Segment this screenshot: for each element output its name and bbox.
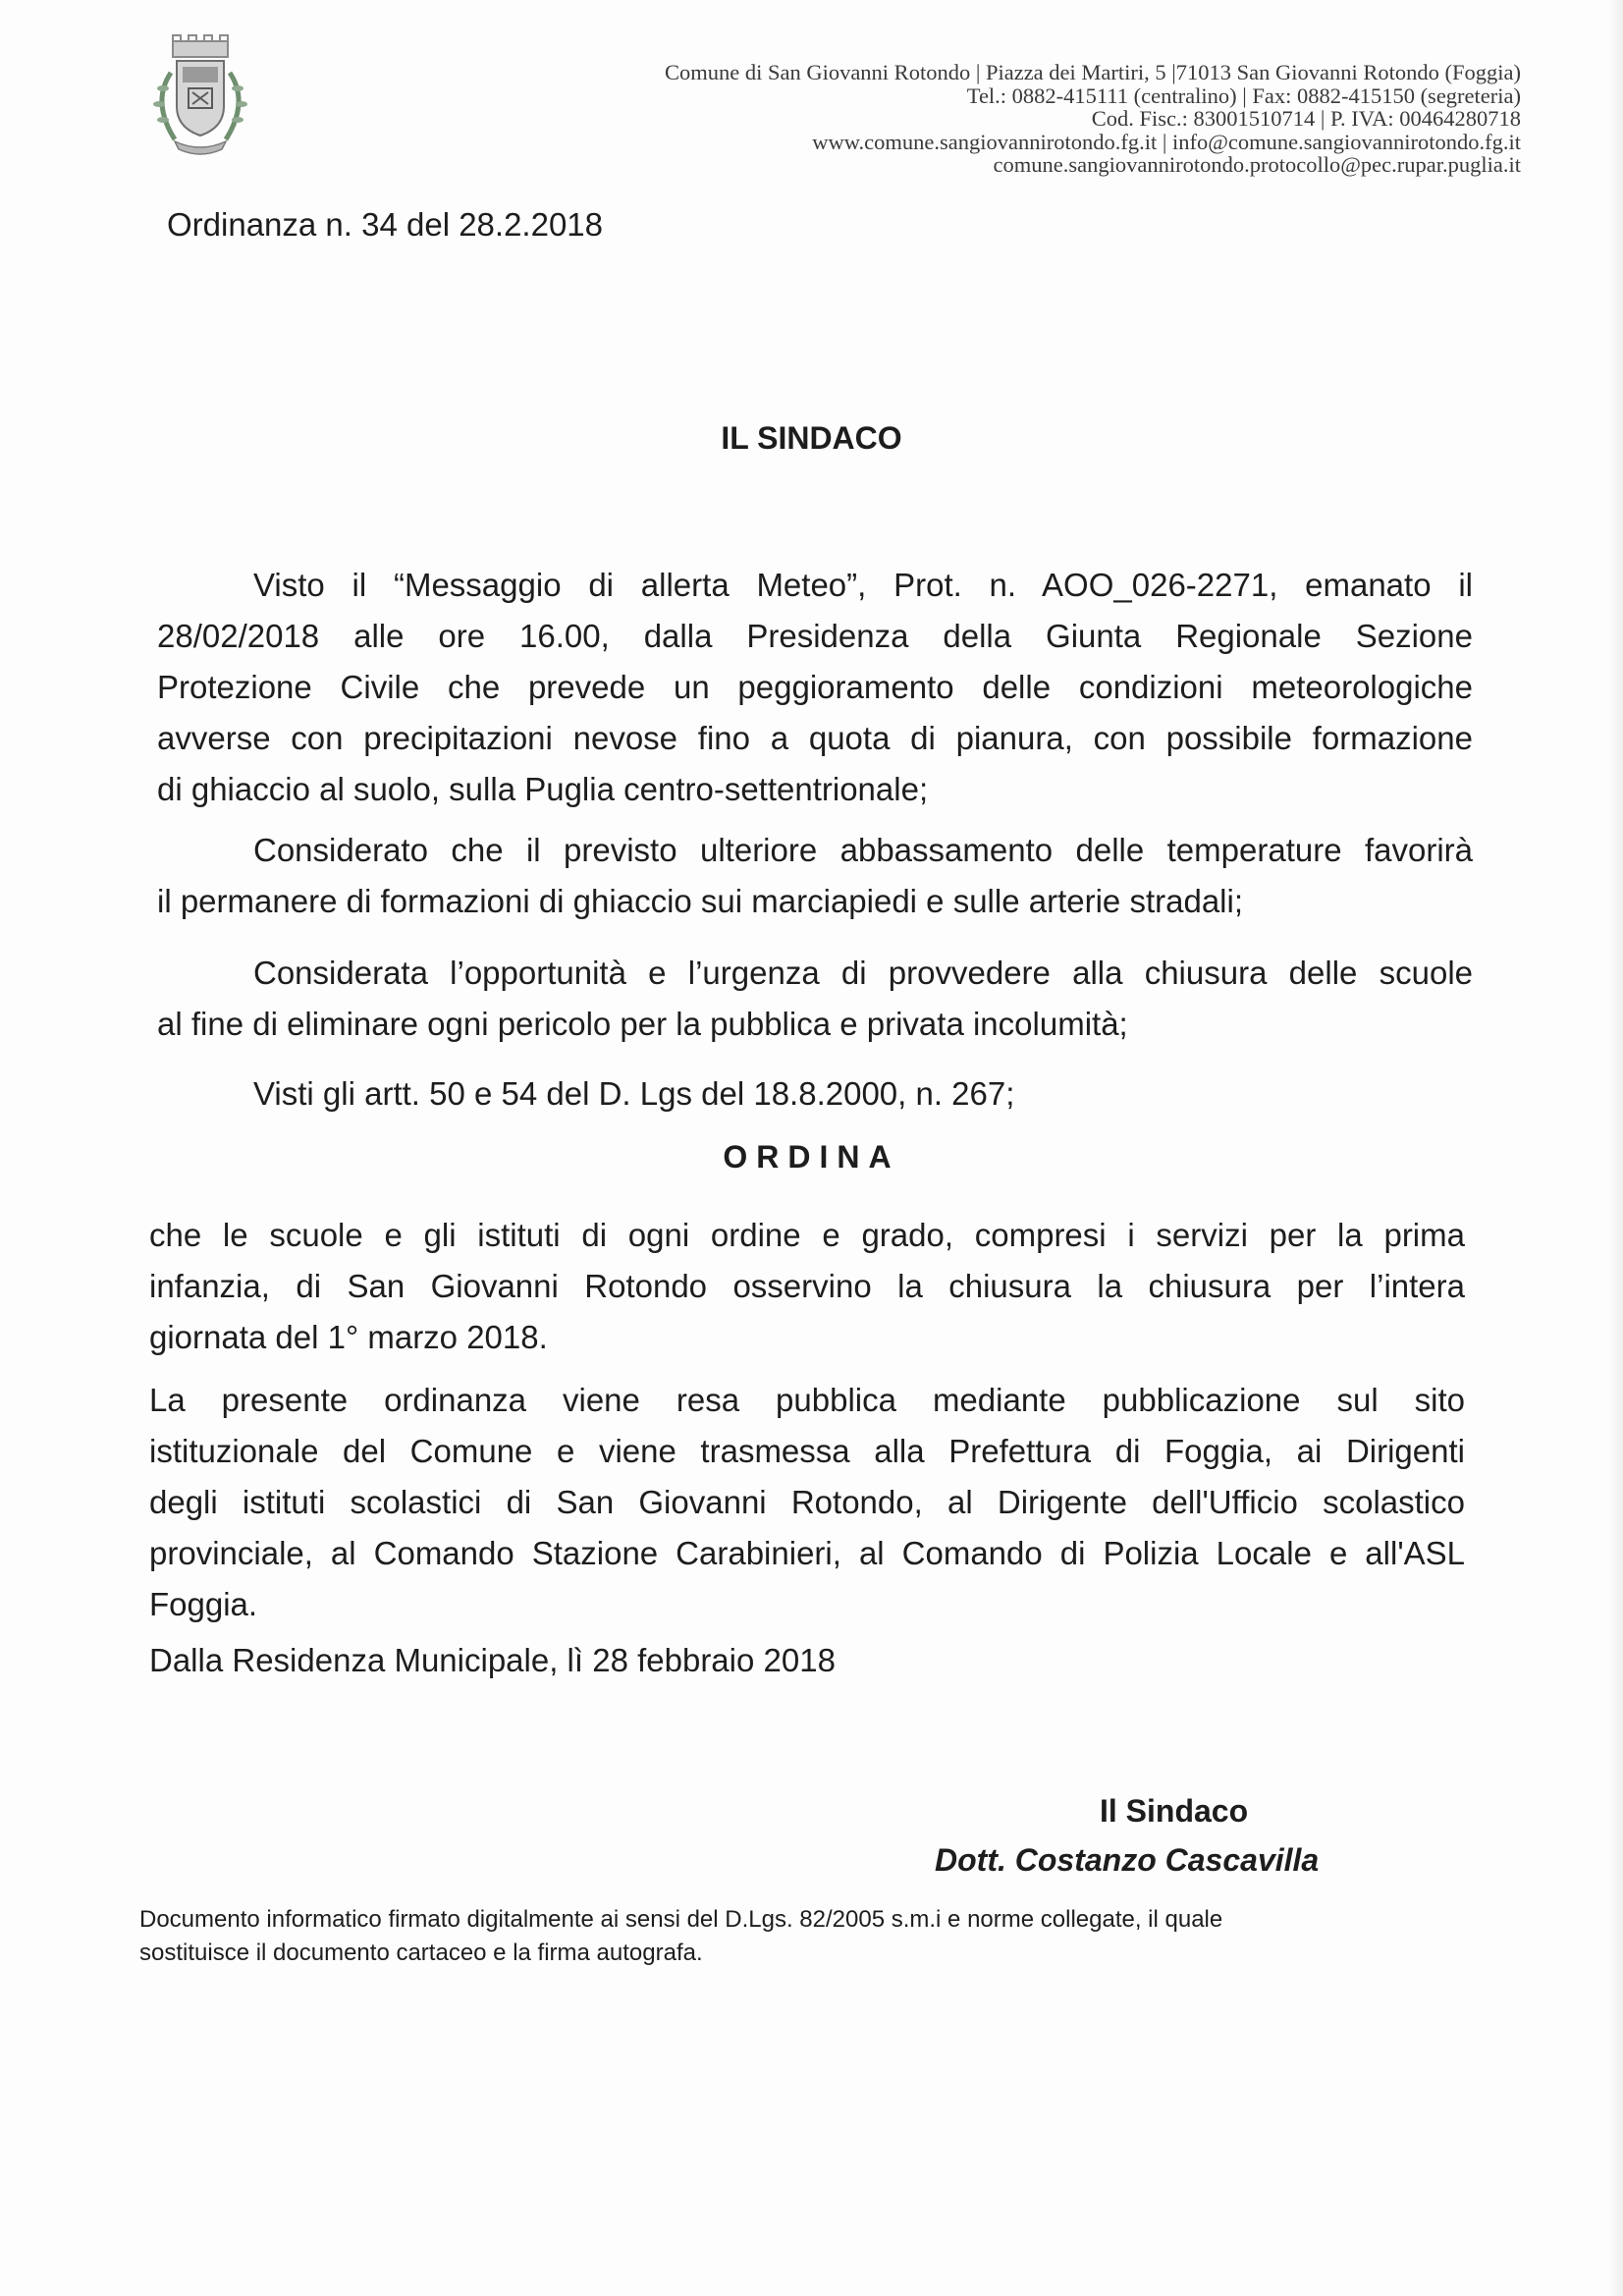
paragraph-line: 28/02/2018 alle ore 16.00, dalla Presidenza della Giunta Regionale Sezione <box>157 618 1473 654</box>
ordinance-number: Ordinanza n. 34 del 28.2.2018 <box>167 206 604 243</box>
paragraph-line: Protezione Civile che prevede un peggioramento delle condizioni meteorologiche <box>157 669 1473 705</box>
paragraph-line: il permanere di formazioni di ghiaccio sui marciapiedi e sulle arterie stradali; <box>157 883 1243 919</box>
paragraph-line: avverse con precipitazioni nevose fino a quota di pianura, con possibile formazione <box>157 720 1473 756</box>
signature-name: Dott. Costanzo Cascavilla <box>935 1842 1320 1878</box>
paragraph-line: degli istituti scolastici di San Giovanni Rotondo, al Dirigente dell'Ufficio scolastico <box>149 1484 1465 1520</box>
header-pec: comune.sangiovannirotondo.protocollo@pec.rupar.puglia.it <box>993 152 1521 177</box>
ordina-heading: ORDINA <box>723 1139 900 1175</box>
municipality-header <box>539 61 1521 177</box>
paragraph-line: giornata del 1° marzo 2018. <box>149 1319 548 1355</box>
paragraph-line: infanzia, di San Giovanni Rotondo osservino la chiusura la chiusura per l’intera <box>149 1268 1465 1304</box>
place-and-date: Dalla Residenza Municipale, lì 28 febbraio 2018 <box>149 1642 836 1678</box>
header-tax-codes: Cod. Fisc.: 83001510714 | P. IVA: 00464280718 <box>1091 106 1521 131</box>
paragraph-line: al fine di eliminare ogni pericolo per la pubblica e privata incolumità; <box>157 1006 1128 1042</box>
paragraph-line: istituzionale del Comune e viene trasmessa alla Prefettura di Foggia, ai Dirigenti <box>149 1433 1465 1469</box>
paragraph-considerata <box>157 948 1473 1050</box>
footnote-line: Documento informatico firmato digitalmente ai sensi del D.Lgs. 82/2005 s.m.i e norme collegate, il quale <box>139 1906 1223 1933</box>
header-address: Comune di San Giovanni Rotondo | Piazza dei Martiri, 5 |71013 San Giovanni Rotondo (Foggia) <box>664 60 1521 84</box>
header-web-email: www.comune.sangiovannirotondo.fg.it | info@comune.sangiovannirotondo.fg.it <box>812 129 1521 154</box>
paragraph-line: che le scuole e gli istituti di ogni ordine e grado, compresi i servizi per la prima <box>149 1217 1465 1253</box>
paragraph-line: Foggia. <box>149 1586 258 1622</box>
paragraph-visto <box>157 560 1473 815</box>
header-phone: Tel.: 0882-415111 (centralino) | Fax: 0882-415150 (segreteria) <box>966 82 1521 108</box>
paragraph-line: La presente ordinanza viene resa pubblica mediante pubblicazione sul sito <box>149 1382 1465 1418</box>
paragraph-publication <box>149 1375 1465 1630</box>
signature-role: Il Sindaco <box>1100 1793 1249 1829</box>
municipal-coat-of-arms-icon <box>137 33 263 161</box>
paragraph-visti <box>157 1068 1473 1120</box>
paragraph-line: Visto il “Messaggio di allerta Meteo”, Prot. n. AOO_026-2271, emanato il <box>253 567 1473 603</box>
paragraph-line: Considerata l’opportunità e l’urgenza di provvedere alla chiusura delle scuole <box>253 955 1473 991</box>
paragraph-line: Considerato che il previsto ulteriore abbassamento delle temperature favorirà <box>253 832 1473 868</box>
document-title: IL SINDACO <box>721 420 902 456</box>
footnote-line: sostituisce il documento cartaceo e la firma autografa. <box>139 1940 703 1966</box>
paragraph-line: provinciale, al Comando Stazione Carabinieri, al Comando di Polizia Locale e all'ASL <box>149 1535 1465 1571</box>
paragraph-considerato <box>157 825 1473 927</box>
digital-signature-note <box>139 1903 1435 1970</box>
paragraph-line: di ghiaccio al suolo, sulla Puglia centro-settentrionale; <box>157 771 929 807</box>
paragraph-line: Visti gli artt. 50 e 54 del D. Lgs del 18.8.2000, n. 267; <box>253 1075 1015 1112</box>
paragraph-order <box>149 1210 1465 1363</box>
